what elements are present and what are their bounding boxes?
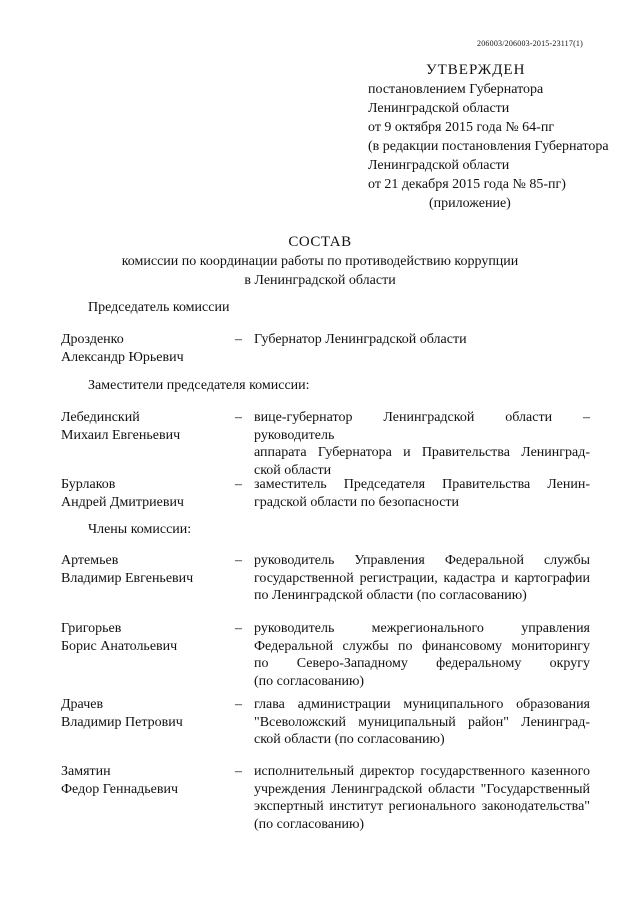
member-role: глава администрации муниципального образования "Всеволожский муниципальный район" Ленинград- ской области (по согласованию): [254, 697, 590, 747]
approval-annex: (приложение): [429, 196, 511, 211]
heading-title: СОСТАВ: [288, 234, 352, 250]
member-name: Дрозденко Александр Юрьевич: [61, 332, 184, 365]
group-label-members: Члены комиссии:: [88, 522, 192, 537]
heading-subtitle: в Ленинградской области: [244, 273, 396, 288]
member-role: исполнительный директор государственного казенного учреждения Ленинградской области "Государственный экспертный институт регионального законодательства" (по согласованию): [254, 764, 590, 832]
dash-separator: –: [235, 764, 242, 779]
document-heading: [0, 233, 640, 290]
dash-separator: –: [235, 621, 242, 636]
dash-separator: –: [235, 332, 242, 347]
member-name: Драчев Владимир Петрович: [61, 697, 183, 730]
member-role: Губернатор Ленинградской области: [254, 332, 467, 347]
member-name: Артемьев Владимир Евгеньевич: [61, 553, 194, 586]
dash-separator: –: [235, 410, 242, 425]
approval-line: постановлением Губернатора: [368, 82, 544, 97]
approval-title: УТВЕРЖДЕН: [426, 62, 526, 78]
member-role: вице-губернатор Ленинградской области – руководитель аппарата Губернатора и Правительства Ленинград- ской области: [254, 410, 590, 478]
approval-line: от 21 декабря 2015 года № 85-пг): [368, 177, 566, 192]
member-role: руководитель межрегионального управления Федеральной службы по финансовому мониторингу по Северо-Западному федеральному округу (по согласованию): [254, 621, 590, 689]
member-role: заместитель Председателя Правительства Ленин- градской области по безопасности: [254, 477, 590, 510]
document-id: 206003/206003-2015-23117(1): [477, 39, 583, 48]
member-name: Григорьев Борис Анатольевич: [61, 621, 178, 654]
member-name: Лебединский Михаил Евгеньевич: [61, 410, 181, 443]
member-name: Замятин Федор Геннадьевич: [61, 764, 179, 797]
approval-line: Ленинградской области: [368, 158, 510, 173]
member-role: руководитель Управления Федеральной службы государственной регистрации, кадастра и картографии по Ленинградской области (по согласованию): [254, 553, 590, 603]
group-label-deputies: Заместители председателя комиссии:: [88, 378, 310, 393]
approval-line: Ленинградской области: [368, 101, 510, 116]
member-name: Бурлаков Андрей Дмитриевич: [61, 477, 184, 510]
heading-subtitle: комиссии по координации работы по противодействию коррупции: [121, 254, 519, 269]
group-label-chair: Председатель комиссии: [88, 300, 230, 315]
approval-line: от 9 октября 2015 года № 64-пг: [368, 120, 555, 135]
dash-separator: –: [235, 697, 242, 712]
dash-separator: –: [235, 477, 242, 492]
approval-line: (в редакции постановления Губернатора: [368, 139, 609, 154]
approval-block: [368, 61, 609, 213]
dash-separator: –: [235, 553, 242, 568]
